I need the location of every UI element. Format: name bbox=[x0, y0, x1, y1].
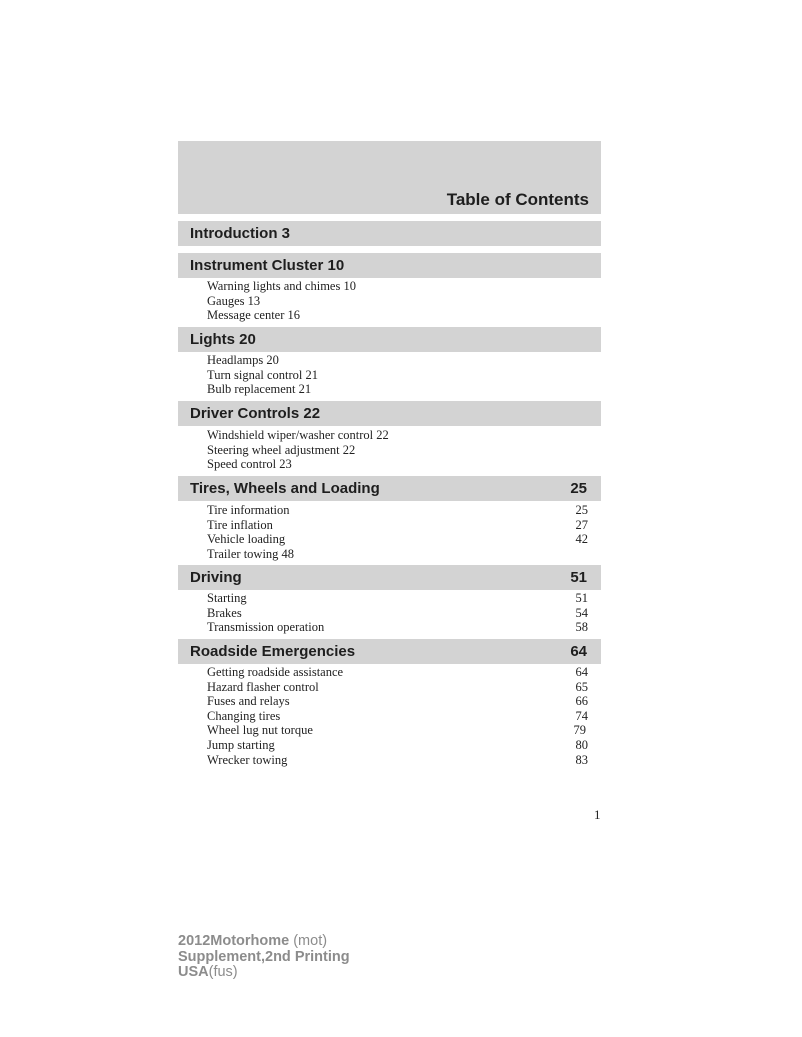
item-label: Wrecker towing bbox=[207, 752, 288, 767]
item-label: Gauges 13 bbox=[207, 293, 261, 308]
section-items-roadside bbox=[207, 665, 588, 767]
footer-market: USA bbox=[178, 964, 209, 980]
toc-item[interactable] bbox=[207, 753, 588, 768]
toc-item[interactable] bbox=[207, 353, 588, 368]
toc-item[interactable] bbox=[207, 591, 588, 606]
toc-item[interactable] bbox=[207, 606, 588, 621]
page-number: 1 bbox=[594, 807, 601, 822]
item-label: Vehicle loading bbox=[207, 532, 286, 547]
item-page: 54 bbox=[575, 605, 588, 620]
item-page: 51 bbox=[575, 591, 588, 605]
item-label: Steering wheel adjustment 22 bbox=[207, 442, 356, 457]
toc-item[interactable] bbox=[207, 457, 588, 472]
section-items-tires bbox=[207, 503, 588, 561]
toc-item[interactable] bbox=[207, 620, 588, 635]
item-label: Getting roadside assistance bbox=[207, 665, 344, 679]
item-page: 79 bbox=[573, 723, 586, 738]
toc-item[interactable] bbox=[207, 368, 588, 383]
toc-item[interactable] bbox=[207, 279, 588, 294]
item-page: 65 bbox=[575, 679, 588, 694]
item-label: Warning lights and chimes 10 bbox=[207, 279, 356, 293]
item-page: 25 bbox=[575, 503, 588, 517]
section-items-driver-controls bbox=[207, 428, 588, 472]
footer-model-code: (mot) bbox=[289, 933, 328, 949]
toc-item[interactable] bbox=[207, 518, 588, 533]
item-label: Windshield wiper/washer control 22 bbox=[207, 428, 389, 442]
toc-item[interactable] bbox=[207, 308, 588, 323]
footer-model: 2012Motorhome bbox=[178, 933, 290, 949]
section-title: Lights 20 bbox=[190, 331, 256, 348]
section-driving[interactable] bbox=[178, 565, 601, 590]
item-label: Headlamps 20 bbox=[207, 353, 279, 367]
section-title: Tires, Wheels and Loading bbox=[190, 480, 380, 497]
section-items-lights bbox=[207, 353, 588, 397]
section-title: Driver Controls 22 bbox=[190, 405, 321, 422]
item-label: Changing tires bbox=[207, 708, 281, 723]
item-label: Bulb replacement 21 bbox=[207, 382, 312, 397]
toc-item[interactable] bbox=[207, 443, 588, 458]
section-page: 25 bbox=[570, 480, 587, 497]
section-page: 51 bbox=[570, 569, 587, 586]
footer-edition-info bbox=[178, 934, 350, 981]
section-items-instrument-cluster bbox=[207, 279, 588, 323]
toc-item[interactable] bbox=[207, 547, 588, 562]
item-page: 83 bbox=[575, 752, 588, 767]
item-label: Trailer towing 48 bbox=[207, 546, 295, 561]
item-label: Brakes bbox=[207, 605, 242, 620]
footer-market-code: (fus) bbox=[208, 964, 238, 980]
item-page: 27 bbox=[575, 517, 588, 532]
section-title: Roadside Emergencies bbox=[190, 643, 356, 660]
section-title: Introduction 3 bbox=[190, 225, 290, 242]
toc-title-box bbox=[178, 141, 601, 214]
section-title: Instrument Cluster 10 bbox=[190, 257, 345, 274]
item-label: Speed control 23 bbox=[207, 457, 292, 472]
section-page: 64 bbox=[570, 643, 587, 660]
toc-item[interactable] bbox=[207, 503, 588, 518]
toc-item[interactable] bbox=[207, 723, 588, 738]
item-label: Tire inflation bbox=[207, 517, 273, 532]
toc-item[interactable] bbox=[207, 680, 588, 695]
item-label: Message center 16 bbox=[207, 308, 301, 323]
page-title: Table of Contents bbox=[446, 190, 589, 209]
section-driver-controls[interactable] bbox=[178, 401, 601, 426]
section-instrument-cluster[interactable] bbox=[178, 253, 601, 278]
item-page: 64 bbox=[575, 665, 588, 679]
item-page: 42 bbox=[575, 532, 588, 547]
section-roadside-emergencies[interactable] bbox=[178, 639, 601, 664]
section-introduction[interactable] bbox=[178, 221, 601, 246]
toc-item[interactable] bbox=[207, 694, 588, 709]
item-label: Starting bbox=[207, 591, 247, 605]
item-label: Transmission operation bbox=[207, 620, 325, 635]
toc-item[interactable] bbox=[207, 709, 588, 724]
toc-item[interactable] bbox=[207, 532, 588, 547]
toc-item[interactable] bbox=[207, 665, 588, 680]
item-page: 58 bbox=[575, 620, 588, 635]
item-label: Turn signal control 21 bbox=[207, 367, 318, 382]
toc-item[interactable] bbox=[207, 738, 588, 753]
item-label: Tire information bbox=[207, 503, 290, 517]
section-title: Driving bbox=[190, 569, 242, 586]
footer-printing: Supplement,2nd Printing bbox=[178, 948, 350, 965]
item-page: 66 bbox=[575, 694, 588, 709]
item-label: Wheel lug nut torque bbox=[207, 723, 313, 738]
toc-item[interactable] bbox=[207, 428, 588, 443]
toc-item[interactable] bbox=[207, 294, 588, 309]
toc-item[interactable] bbox=[207, 382, 588, 397]
item-label: Jump starting bbox=[207, 737, 275, 752]
section-items-driving bbox=[207, 591, 588, 635]
item-page: 74 bbox=[575, 708, 588, 723]
section-tires-wheels-loading[interactable] bbox=[178, 476, 601, 501]
item-page: 80 bbox=[575, 737, 588, 752]
item-label: Fuses and relays bbox=[207, 694, 290, 709]
item-label: Hazard flasher control bbox=[207, 679, 319, 694]
section-lights[interactable] bbox=[178, 327, 601, 352]
